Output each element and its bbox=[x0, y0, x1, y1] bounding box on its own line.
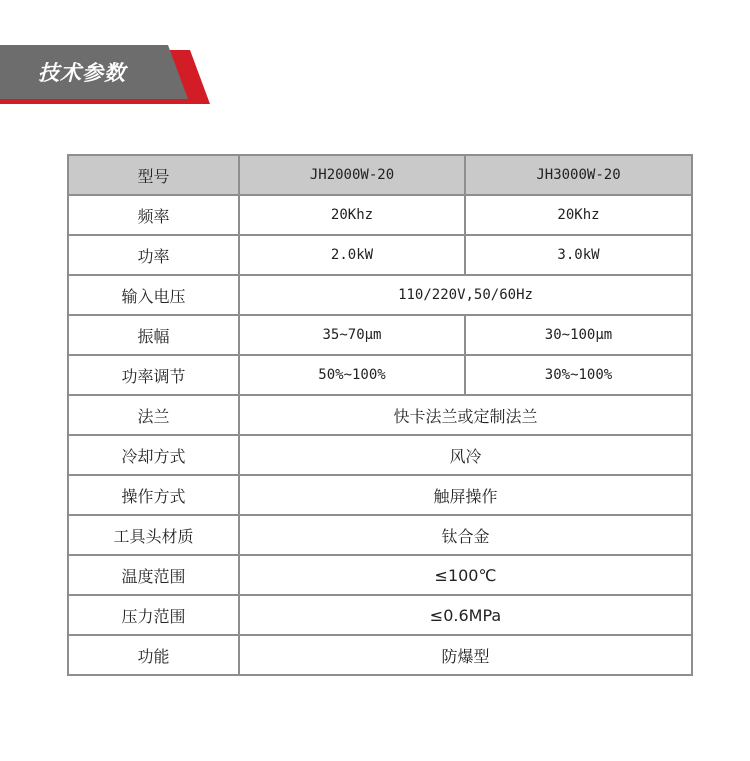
cell-value: 30~100μm bbox=[465, 315, 692, 355]
cell-value: 防爆型 bbox=[239, 635, 692, 675]
section-title: 技术参数 bbox=[38, 61, 126, 85]
table-row bbox=[68, 275, 692, 315]
cell-value: 35~70μm bbox=[239, 315, 465, 355]
table-row bbox=[68, 355, 692, 395]
table-row bbox=[68, 195, 692, 235]
row-label: 振幅 bbox=[68, 315, 239, 355]
table-row bbox=[68, 395, 692, 435]
cell-value: 20Khz bbox=[239, 195, 465, 235]
row-label: 冷却方式 bbox=[68, 435, 239, 475]
table-header-row bbox=[68, 155, 692, 195]
row-label: 功率调节 bbox=[68, 355, 239, 395]
header-cell-jh3000w: JH3000W-20 bbox=[465, 155, 692, 195]
table-row bbox=[68, 435, 692, 475]
table-row bbox=[68, 475, 692, 515]
table-row bbox=[68, 515, 692, 555]
section-banner bbox=[0, 0, 750, 120]
cell-value: 110/220V,50/60Hz bbox=[239, 275, 692, 315]
row-label: 频率 bbox=[68, 195, 239, 235]
row-label: 输入电压 bbox=[68, 275, 239, 315]
cell-value: 钛合金 bbox=[239, 515, 692, 555]
cell-value: 触屏操作 bbox=[239, 475, 692, 515]
cell-value: 3.0kW bbox=[465, 235, 692, 275]
spec-table bbox=[67, 154, 693, 676]
table-row bbox=[68, 635, 692, 675]
cell-value: ≤100℃ bbox=[239, 555, 692, 595]
header-cell-model: 型号 bbox=[68, 155, 239, 195]
header-cell-jh2000w: JH2000W-20 bbox=[239, 155, 465, 195]
row-label: 温度范围 bbox=[68, 555, 239, 595]
cell-value: 20Khz bbox=[465, 195, 692, 235]
row-label: 法兰 bbox=[68, 395, 239, 435]
table-row bbox=[68, 595, 692, 635]
row-label: 工具头材质 bbox=[68, 515, 239, 555]
cell-value: 快卡法兰或定制法兰 bbox=[239, 395, 692, 435]
table-row bbox=[68, 315, 692, 355]
cell-value: 2.0kW bbox=[239, 235, 465, 275]
cell-value: ≤0.6MPa bbox=[239, 595, 692, 635]
row-label: 压力范围 bbox=[68, 595, 239, 635]
cell-value: 30%~100% bbox=[465, 355, 692, 395]
cell-value: 风冷 bbox=[239, 435, 692, 475]
row-label: 操作方式 bbox=[68, 475, 239, 515]
row-label: 功率 bbox=[68, 235, 239, 275]
row-label: 功能 bbox=[68, 635, 239, 675]
cell-value: 50%~100% bbox=[239, 355, 465, 395]
table-row bbox=[68, 235, 692, 275]
table-row bbox=[68, 555, 692, 595]
